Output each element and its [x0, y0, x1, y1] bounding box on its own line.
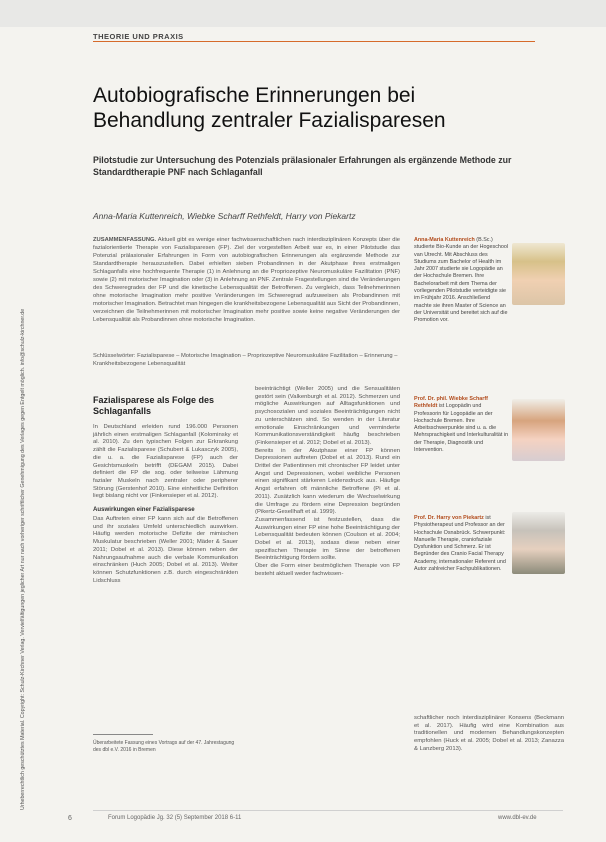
author-photo-3	[512, 512, 565, 574]
footnote: Überarbeitete Fassung eines Vortrags auf der 47. Jahrestagung des dbl e.V. 2016 in Bremen	[93, 740, 235, 753]
abstract-text: Aktuell gibt es wenige einer fachwissenschaftlichen nach interdisziplinären Konzepts über die fazialorientierte Therapie von Fazialisparesen (FP). Ziel der vorgestellten Arbeit war es, in einer Pilotstudie das Potenzial prälasionaler Erfahrungen in Form von autobiografischen Erinnerungen als ergänzende Methode zur Standardtherapie herauszustellen. Dabei erhielten sieben Probandinnen in der Akutphase ihres erstmaligen Schlaganfalls eine hochfrequente Therapie (1) in Anlehnung an die Propriozeptive Neuromuskuläre Fazilitation (PNF) sowie (2) mit motorischer Imagination oder (3) in Anlehnung an PNF. Zentrale Fragestellungen sind die Veränderungen des Schweregrades der FP und die kinetische Lebensqualität der Betroffenen. Zu vergleich, dass Teilnehmerinnen ohne motorische Imagination mehr positive Veränderungen im Schweregrad aufzuweisen als Probandinnen mit motorischer Imagination. Betrachtet man hingegen die krankheitsbezogene Lebensqualität aus Sicht der Probandinnen, verzeichnen die Teilnehmerinnen mit motorischer Imagination mehr positive sowie keine negative Veränderungen der Lebensqualität als Probandinnen ohne motorische Imagination.	[93, 237, 400, 323]
paragraph: Bereits in der Akutphase einer FP können Depressionen auftreten (Dobel et al. 2013). Rund ein Drittel der Patientinnen mit chronischer FP leidet unter Angst und Depressionen, wobei weibliche Personen einen signifikant stärkeren Leidensdruck aus. Häufige Angst erfahren oft männliche Betroffene (Pi et al. 2011). Zusätzlich kann wiederum die Wechselwirkung die Umfrage zu fördern eine Depression begründen (Pikertz-Gesellhaft et al. 1999).	[255, 447, 400, 516]
article-subtitle: Pilotstudie zur Untersuchung des Potenzials prälasionaler Erfahrungen als ergänzende Methode zur Standardtherapie PNF nach Schlaganfall	[93, 155, 512, 177]
bio-name: Prof. Dr. Harry von Piekartz	[414, 515, 484, 521]
author-photo-2	[512, 399, 565, 461]
top-band	[0, 0, 606, 27]
paragraph: Das Auftreten einer FP kann sich auf die Betroffenen und ihr soziales Umfeld unterschiedlich auswirken. Häufig werden motorische Defizite der mimischen Muskulatur beschrieben (Weller 2001; Mäder & Sauer 2011; Dobel et al. 2013). Diese können neben der Nahrungsaufnahme auch die verbale Kommunikation einschränken (Huch 2005; Dobel et al. 2013). Weiter können Schutzfunktionen z.B. durch eingeschränkten Lidschluss	[93, 516, 238, 584]
paragraph: Zusammenfassend ist festzustellen, dass die Auswirkungen einer FP eine hohe Beeinträchtigung der Lebensqualität bedeuten können (Coulson et al. 2004; Dobel et al. 2013), sodass diese neben einer spezifischen Therapie im Sinne der betroffenen Beeinträchtigung fördern sollte.	[255, 516, 400, 562]
column-middle	[255, 386, 400, 579]
section-heading: Fazialisparese als Folge des Schlaganfalls	[93, 395, 215, 416]
paragraph: In Deutschland erleiden rund 196.000 Personen jährlich einen erstmaligen Schlaganfall (Kolominsky et al. 2010). Zu den typischen Folgen zur Erkrankung zählt die Fazialisparese (Schubert & Lukasczyk 2005), die u. a. die Fazialisparese (FP) auch der Gesichtsmuskeln betrifft (DEGAM 2015). Dabei definiert die FP die sog. oder teilweise Lähmung fazialer Muskeln nach zentraler oder peripherer Störung (Gerstenhof 2010). Eine einheitliche Definition liegt bislang nicht vor (Finkensieper et al. 2012).	[93, 424, 238, 500]
keywords: Schlüsselwörter: Fazialisparese – Motorische Imagination – Propriozeptive Neuromuskuläre Fazilitation – Erinnerung – Krankheitsbezogene Lebensqualität	[93, 353, 398, 367]
footer-meta: Forum Logopädie Jg. 32 (5) September 2018 6-11	[108, 815, 242, 821]
page-number: 6	[68, 815, 72, 822]
abstract	[93, 236, 400, 324]
section-tag: THEORIE UND PRAXIS	[93, 32, 184, 41]
bio-text: ist Physiotherapeut und Professor an der Hochschule Osnabrück. Schwerpunkt: Manuelle Therapie, craniofaziale Dysfunktion und Schmerz. Er ist Begründer des Cranio Facial Therapy Academy, internationaler Referent und Autor zahlreicher Fachpublikationen.	[414, 515, 506, 573]
footer-url: www.dbl-ev.de	[498, 815, 537, 821]
paragraph: Über die Form einer bestmöglichen Therapie von FP besteht aktuell weder fachwissen-	[255, 563, 400, 577]
column-left	[93, 395, 238, 585]
copyright-side-note: Urheberrechtlich geschütztes Material. Copyright: Schulz-Kirchner Verlag. Vervielfältigungen jeglicher Art nur nach vorheriger schriftlicher Genehmigung des Verlages gegen Entgelt möglich. info@schulz-kirchner.de	[20, 308, 26, 810]
author-bio-1	[414, 237, 509, 325]
bio-text: studierte Bio-Kunde an der Hogeschool van Utrecht. Mit Abschluss des Studiums zum Bachelor of Health im Jahr 2007 studierte sie Logopädie an der Hochschule Bremen. Ihre Bachelorarbeit mit dem Thema der vorliegenden Pilotstudie verteidigte sie im Frühjahr 2016. Anschließend machte sie ihren Master of Science an der Universität und bereitet sich auf die Promotion vor.	[414, 244, 509, 324]
bio-text: ist Logopädin und Professorin für Logopädie an der Hochschule Bremen. Ihre Arbeitsschwerpunkte sind u. a. die Mehrsprachigkeit und Interkulturalität in der Therapie, Diagnostik und Intervention.	[414, 403, 509, 454]
bio-name: Prof. Dr. phil. Wiebke Scharff Rethfeldt	[414, 396, 488, 410]
subsection-heading: Auswirkungen einer Fazialisparese	[93, 506, 195, 514]
bio-name: Anna-Maria Kuttenreich	[414, 237, 475, 243]
author-bio-3	[414, 515, 509, 573]
section-divider	[93, 41, 535, 42]
footnote-divider	[93, 734, 153, 735]
footer-divider	[93, 810, 563, 811]
bio-degree: (B.Sc.)	[474, 237, 493, 243]
author-bio-2	[414, 396, 509, 454]
paragraph-continuation: schaftlicher noch interdisziplinärer Konsens (Beckmann et al. 2017). Häufig wird eine Kombination aus traditionellen und modernen Behandlungskonzepten empfohlen (Huck et al. 2005; Dobel et al. 2013; Zanazza & Lanzberg 2013).	[414, 715, 564, 752]
paragraph: beeinträchtigt (Weller 2005) und die Sensualitäten gestört sein (Valkenburgh et al. 2012). Schmerzen und mögliche Auswirkungen auf Alltagsfunktionen und psychosozialen und soziales Beeinträchtigungen nicht zu unterschätzen sind. So wenden in der Literatur emotionale Einschränkungen und verminderte Kommunikationsverständigkeit häufig beschrieben (Finkensieper et al. 2012; Dobel et al. 2013).	[255, 386, 400, 446]
article-title: Autobiografische Erinnerungen bei Behandlung zentraler Fazialisparesen	[93, 84, 446, 132]
abstract-label: ZUSAMMENFASSUNG.	[93, 237, 157, 243]
author-photo-1	[512, 243, 565, 305]
article-authors: Anna-Maria Kuttenreich, Wiebke Scharff Rethfeldt, Harry von Piekartz	[93, 211, 356, 221]
